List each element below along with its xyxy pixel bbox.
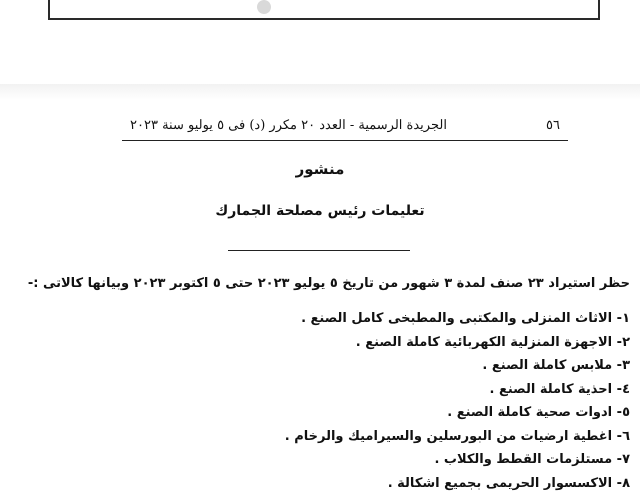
title-underline [228, 250, 410, 251]
list-item: ١- الاثاث المنزلى والمكتبى والمطبخى كامل الصنع . [110, 307, 630, 331]
list-item: ٤- احذية كاملة الصنع . [110, 378, 630, 402]
previous-page-frame [48, 0, 600, 20]
page-number: ٥٦ [546, 118, 560, 133]
list-item: ٦- اغطية ارضيات من البورسلين والسيراميك والرخام . [110, 425, 630, 449]
banned-items-list [110, 307, 630, 495]
page-gap [0, 84, 640, 100]
list-item: ٥- ادوات صحية كاملة الصنع . [110, 401, 630, 425]
list-item: ٣- ملابس كاملة الصنع . [110, 354, 630, 378]
list-item: ٨- الاكسسوار الحريمى بجميع اشكالة . [110, 472, 630, 495]
list-item: ٢- الاجهزة المنزلية الكهربائية كاملة الصنع . [110, 331, 630, 355]
document-page [0, 100, 640, 470]
intro-paragraph: حظر استيراد ٢٣ صنف لمدة ٣ شهور من تاريخ ٥ يوليو ٢٠٢٣ حتى ٥ اكتوبر ٢٠٢٣ وبيانها كالاتى :- [18, 276, 630, 291]
page-title: منشور [0, 160, 640, 178]
page-subtitle: تعليمات رئيس مصلحة الجمارك [0, 203, 640, 219]
previous-page-bottom [0, 0, 640, 85]
header-rule [122, 140, 568, 141]
list-item: ٧- مستلزمات القطط والكلاب . [110, 448, 630, 472]
gazette-header-text: الجريدة الرسمية - العدد ٢٠ مكرر (د) فى ٥ يوليو سنة ٢٠٢٣ [130, 118, 447, 133]
running-header [130, 118, 560, 133]
